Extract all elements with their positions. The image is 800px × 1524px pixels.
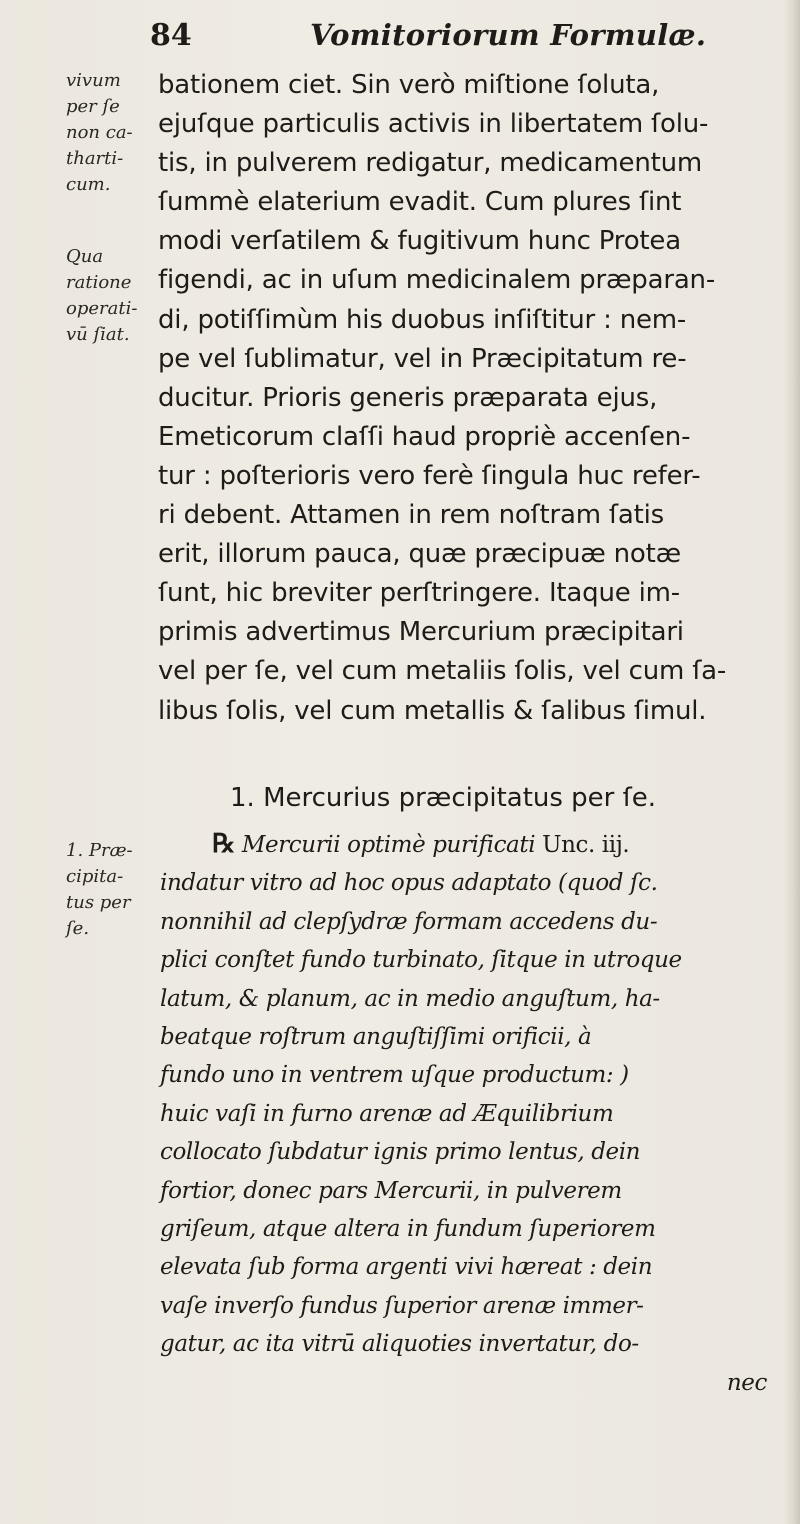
recipe-line: huic vaſi in furno arenæ ad Æquilibrium xyxy=(160,1100,614,1127)
margin-note-praecipitatus: 1. Præ- cipita- tus per ſe. xyxy=(66,840,133,939)
text-line: ri debent. Attamen in rem noſtram ſatis xyxy=(158,500,664,531)
recipe-line: griſeum, atque altera in fundum ſuperiorem xyxy=(160,1216,656,1243)
recipe-line: elevata ſub forma argenti vivi hæreat : dein xyxy=(160,1254,653,1281)
text-line: libus ſolis, vel cum metallis & ſalibus ſimul. xyxy=(158,695,707,726)
text-line: modi verſatilem & fugitivum hunc Protea xyxy=(158,226,681,257)
text-line: ſunt, hic breviter perſtringere. Itaque im- xyxy=(158,578,680,609)
recipe-line: beatque roſtrum anguſtiſſimi orificii, à xyxy=(160,1024,592,1051)
text-line: primis advertimus Mercurium præcipitari xyxy=(158,617,684,648)
recipe-line: gatur, ac ita vitrū aliquoties invertatur, do- xyxy=(160,1331,639,1358)
page-header xyxy=(150,14,770,58)
page-number: 84 xyxy=(150,18,192,53)
text-line: pe vel ſublimatur, vel in Præcipitatum re- xyxy=(158,343,687,374)
text-line: bationem ciet. Sin verò miſtione ſoluta, xyxy=(158,70,660,100)
margin-note-qua-ratione: Qua ratione operati- vū ſiat. xyxy=(66,246,138,345)
running-head: Vomitoriorum Formulæ. xyxy=(310,18,707,52)
page-edge-shadow xyxy=(784,0,800,1524)
recipe-line: fortior, donec pars Mercurii, in pulverem xyxy=(160,1177,622,1204)
recipe-line: fundo uno in ventrem uſque productum: ) xyxy=(160,1062,629,1089)
text-line: ducitur. Prioris generis præparata ejus, xyxy=(158,382,658,413)
text-line: ejuſque particulis activis in libertatem ſolu- xyxy=(158,109,709,140)
recipe-line: latum, & planum, ac in medio anguſtum, ha- xyxy=(160,985,660,1012)
recipe-line: collocato ſubdatur ignis primo lentus, dein xyxy=(160,1139,641,1166)
text-line: figendi, ac in uſum medicinalem præparan- xyxy=(158,265,716,296)
text-line: tis, in pulverem redigatur, medicamentum xyxy=(158,148,703,179)
recipe-symbol: ℞ xyxy=(212,829,235,859)
recipe-block xyxy=(160,825,785,1402)
recipe-line: nonnihil ad clepſydræ formam accedens du- xyxy=(160,908,658,935)
text-line: di, potiſſimùm his duobus inſiſtitur : nem- xyxy=(158,304,687,335)
recipe-line: vaſe inverſo fundus ſuperior arenæ immer- xyxy=(160,1292,644,1319)
text-line: vel per ſe, vel cum metaliis ſolis, vel cum ſa- xyxy=(158,656,727,687)
text-line: ſummè elaterium evadit. Cum plures ſint xyxy=(158,187,682,218)
recipe-quantity: Unc. iij. xyxy=(542,832,630,858)
recipe-first-line xyxy=(160,825,785,864)
section-heading: 1. Mercurius præcipitatus per ſe. xyxy=(230,783,657,813)
main-paragraph xyxy=(158,66,778,731)
text-line: Emeticorum claſſi haud propriè accenſen- xyxy=(158,421,691,452)
recipe-ingredient: Mercurii optimè purificati xyxy=(241,832,536,858)
recipe-line: indatur vitro ad hoc opus adaptato (quod ſc. xyxy=(160,870,658,897)
recipe-line: plici conſtet fundo turbinato, ſitque in utroque xyxy=(160,947,682,974)
margin-note-vivum: vivum per ſe non ca- tharti- cum. xyxy=(66,70,133,195)
text-line: tur : poſterioris vero ferè ſingula huc refer- xyxy=(158,460,701,491)
catchword: nec xyxy=(726,1369,767,1396)
text-line: erit, illorum pauca, quæ præcipuæ notæ xyxy=(158,539,681,570)
